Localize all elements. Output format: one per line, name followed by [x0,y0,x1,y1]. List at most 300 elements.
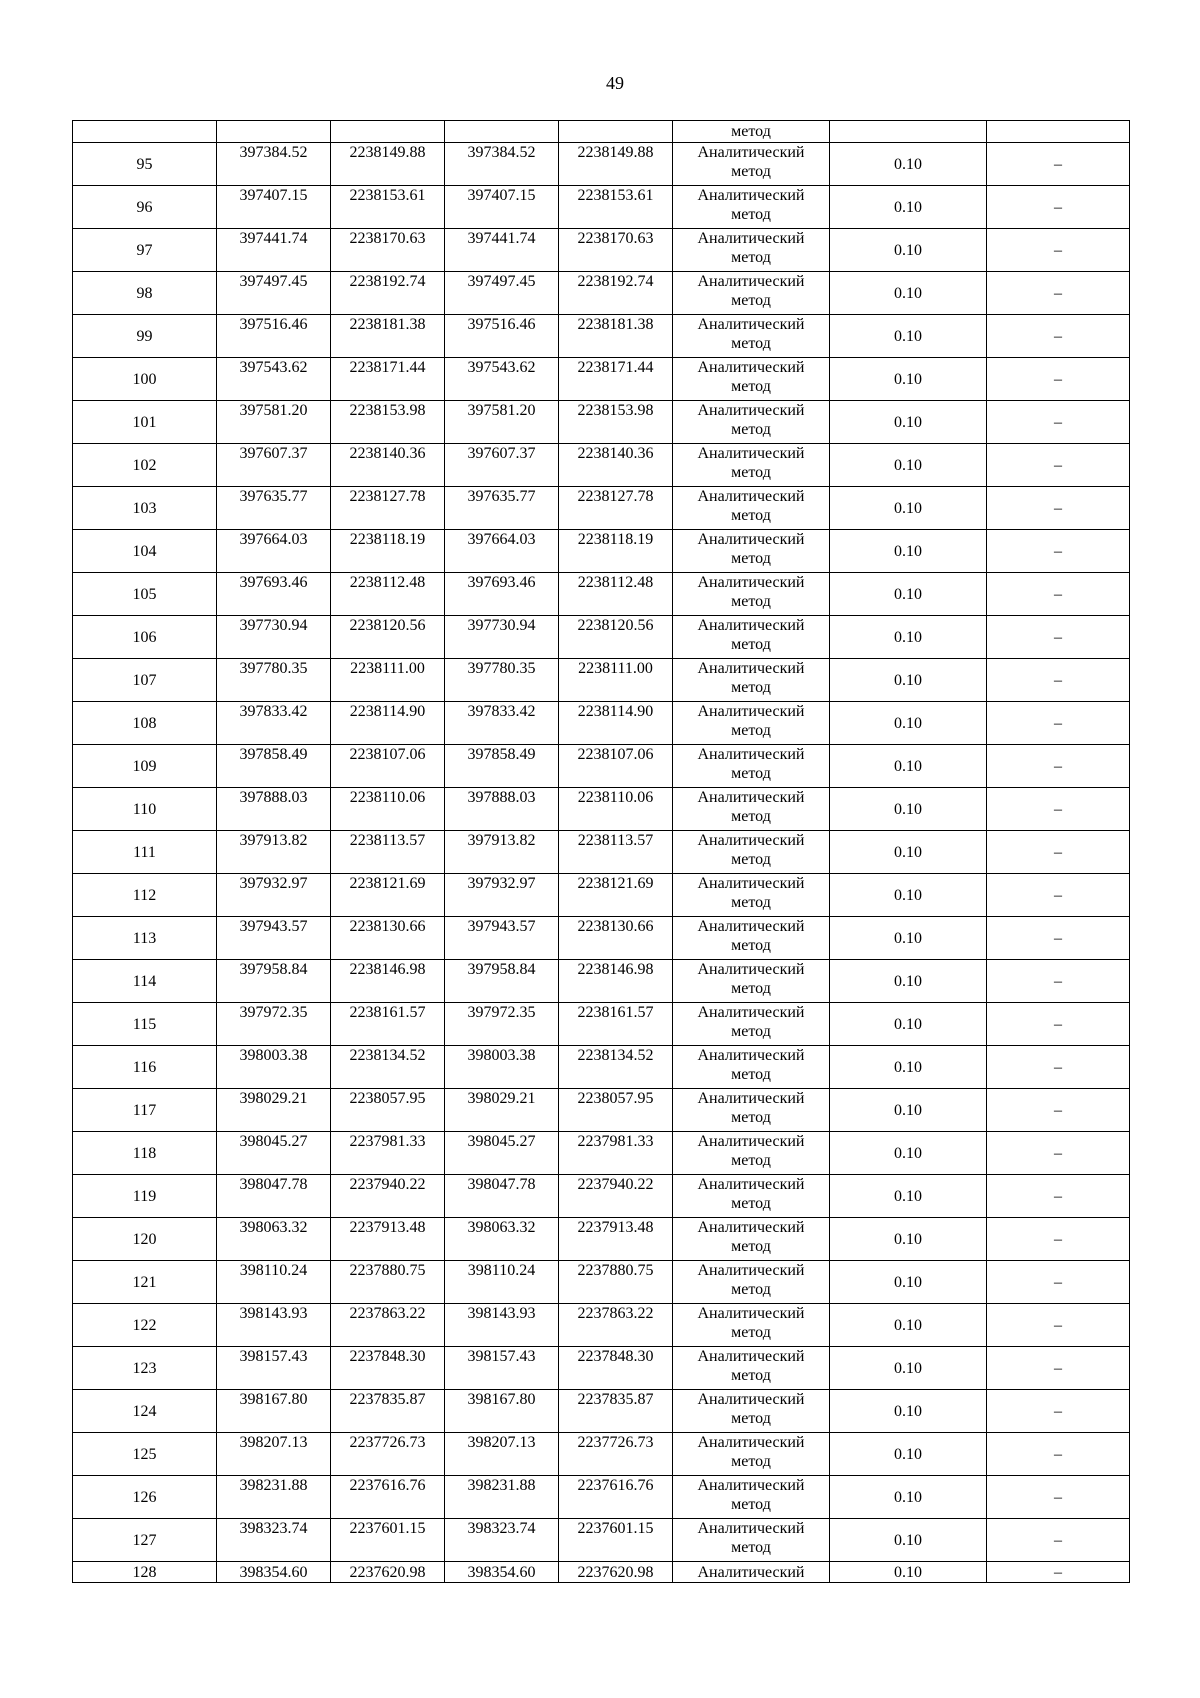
cell-point-number: 128 [73,1562,217,1583]
table-row [73,874,1130,917]
cell-x-coordinate: 397943.57 [445,917,559,960]
cell-x-coordinate: 398045.27 [445,1132,559,1175]
cell-method [673,1433,830,1476]
cell-y-coordinate: 2238171.44 [559,358,673,401]
method-text: Аналитический [697,144,805,161]
method-text: метод [731,808,771,825]
method-text: Аналитический [697,918,805,935]
cell-method [673,272,830,315]
cell-precision: 0.10 [830,143,987,186]
method-text: Аналитический [697,961,805,978]
cell-note: – [987,745,1130,788]
cell-note: – [987,1261,1130,1304]
table-row [73,1089,1130,1132]
cell-point-number: 106 [73,616,217,659]
table-row [73,1175,1130,1218]
table-row [73,1390,1130,1433]
cell-point-number: 110 [73,788,217,831]
cell-precision: 0.10 [830,1132,987,1175]
cell-point-number: 96 [73,186,217,229]
cell-precision: 0.10 [830,573,987,616]
cell-x-coordinate: 397635.77 [445,487,559,530]
cell-note: – [987,702,1130,745]
cell-point-number: 103 [73,487,217,530]
cell-x-coordinate: 398047.78 [217,1175,331,1218]
cell-precision: 0.10 [830,229,987,272]
cell-empty [830,121,987,143]
cell-method [673,1046,830,1089]
cell-x-coordinate: 398063.32 [445,1218,559,1261]
cell-note: – [987,229,1130,272]
cell-x-coordinate: 397497.45 [217,272,331,315]
method-text: Аналитический [697,445,805,462]
cell-y-coordinate: 2237848.30 [559,1347,673,1390]
cell-y-coordinate: 2238192.74 [331,272,445,315]
cell-precision: 0.10 [830,186,987,229]
cell-empty [73,121,217,143]
method-text: Аналитический [697,359,805,376]
cell-point-number: 115 [73,1003,217,1046]
cell-method [673,745,830,788]
cell-precision: 0.10 [830,1175,987,1218]
cell-note: – [987,960,1130,1003]
cell-method [673,874,830,917]
table-row [73,1519,1130,1562]
cell-note: – [987,143,1130,186]
cell-point-number: 104 [73,530,217,573]
cell-y-coordinate: 2238130.66 [331,917,445,960]
table-row [73,1218,1130,1261]
table-row [73,917,1130,960]
cell-y-coordinate: 2238127.78 [559,487,673,530]
cell-x-coordinate: 397516.46 [445,315,559,358]
cell-y-coordinate: 2237940.22 [331,1175,445,1218]
method-text: Аналитический [697,531,805,548]
method-text: Аналитический [697,1219,805,1236]
table-row [73,272,1130,315]
cell-x-coordinate: 398143.93 [217,1304,331,1347]
cell-point-number: 112 [73,874,217,917]
cell-y-coordinate: 2238118.19 [559,530,673,573]
cell-x-coordinate: 397664.03 [217,530,331,573]
page-number: 49 [606,73,624,93]
cell-method [673,1347,830,1390]
cell-method [673,659,830,702]
cell-empty [445,121,559,143]
cell-method [673,315,830,358]
cell-point-number: 126 [73,1476,217,1519]
method-text: метод [731,1023,771,1040]
method-text: метод [731,722,771,739]
cell-x-coordinate: 397780.35 [217,659,331,702]
method-text: Аналитический [697,1434,805,1451]
cell-method [673,1261,830,1304]
cell-precision: 0.10 [830,444,987,487]
method-text: Аналитический [697,832,805,849]
cell-note: – [987,1476,1130,1519]
cell-y-coordinate: 2237913.48 [331,1218,445,1261]
cell-x-coordinate: 397581.20 [445,401,559,444]
cell-note: – [987,1003,1130,1046]
method-text: Аналитический [697,1477,805,1494]
cell-note: – [987,1433,1130,1476]
cell-precision: 0.10 [830,272,987,315]
cell-x-coordinate: 397888.03 [217,788,331,831]
method-text: метод [731,206,771,223]
cell-x-coordinate: 398157.43 [217,1347,331,1390]
table-row [73,659,1130,702]
cell-x-coordinate: 398323.74 [217,1519,331,1562]
cell-x-coordinate: 397607.37 [217,444,331,487]
cell-note: – [987,487,1130,530]
method-text: метод [731,464,771,481]
cell-y-coordinate: 2238153.61 [559,186,673,229]
cell-x-coordinate: 398167.80 [445,1390,559,1433]
cell-precision: 0.10 [830,1347,987,1390]
cell-note: – [987,659,1130,702]
table-row [73,1261,1130,1304]
method-text: метод [731,679,771,696]
cell-y-coordinate: 2237880.75 [559,1261,673,1304]
cell-method [673,1003,830,1046]
cell-x-coordinate: 397581.20 [217,401,331,444]
cell-y-coordinate: 2238149.88 [331,143,445,186]
cell-method [673,702,830,745]
method-text: метод [731,1152,771,1169]
method-text: Аналитический [697,1391,805,1408]
table-row [73,1433,1130,1476]
cell-precision: 0.10 [830,315,987,358]
cell-precision: 0.10 [830,1046,987,1089]
cell-y-coordinate: 2238113.57 [559,831,673,874]
method-text: Аналитический [697,574,805,591]
method-text: метод [731,335,771,352]
method-text: Аналитический [697,1262,805,1279]
cell-x-coordinate: 398003.38 [445,1046,559,1089]
cell-method [673,1476,830,1519]
cell-x-coordinate: 397693.46 [445,573,559,616]
cell-precision: 0.10 [830,831,987,874]
method-text: метод [731,1496,771,1513]
cell-y-coordinate: 2238107.06 [331,745,445,788]
cell-point-number: 127 [73,1519,217,1562]
cell-y-coordinate: 2238192.74 [559,272,673,315]
cell-y-coordinate: 2237913.48 [559,1218,673,1261]
cell-precision: 0.10 [830,616,987,659]
cell-x-coordinate: 398003.38 [217,1046,331,1089]
table-row [73,1476,1130,1519]
cell-note: – [987,401,1130,444]
cell-y-coordinate: 2238161.57 [559,1003,673,1046]
cell-y-coordinate: 2238121.69 [331,874,445,917]
cell-x-coordinate: 397913.82 [445,831,559,874]
cell-note: – [987,530,1130,573]
cell-precision: 0.10 [830,659,987,702]
cell-empty [217,121,331,143]
cell-y-coordinate: 2237981.33 [331,1132,445,1175]
table-row [73,573,1130,616]
cell-y-coordinate: 2237726.73 [559,1433,673,1476]
cell-point-number: 98 [73,272,217,315]
method-text: Аналитический [697,746,805,763]
cell-x-coordinate: 398047.78 [445,1175,559,1218]
cell-x-coordinate: 398167.80 [217,1390,331,1433]
cell-point-number: 102 [73,444,217,487]
cell-y-coordinate: 2238121.69 [559,874,673,917]
cell-method [673,616,830,659]
cell-method [673,1390,830,1433]
method-text: метод [731,378,771,395]
cell-y-coordinate: 2237981.33 [559,1132,673,1175]
method-text: Аналитический [697,1176,805,1193]
cell-point-number: 116 [73,1046,217,1089]
cell-x-coordinate: 398207.13 [445,1433,559,1476]
cell-precision: 0.10 [830,1304,987,1347]
cell-x-coordinate: 397972.35 [217,1003,331,1046]
cell-y-coordinate: 2238171.44 [331,358,445,401]
cell-y-coordinate: 2237616.76 [331,1476,445,1519]
cell-y-coordinate: 2238120.56 [559,616,673,659]
method-text: метод [731,765,771,782]
cell-point-number: 101 [73,401,217,444]
cell-y-coordinate: 2238161.57 [331,1003,445,1046]
cell-note: – [987,616,1130,659]
cell-method: Аналитический [673,1562,830,1583]
cell-point-number: 113 [73,917,217,960]
method-text: метод [731,249,771,266]
cell-point-number: 123 [73,1347,217,1390]
method-text: метод [731,163,771,180]
cell-precision: 0.10 [830,1476,987,1519]
cell-method [673,1304,830,1347]
cell-y-coordinate: 2238140.36 [331,444,445,487]
table-row [73,1562,1130,1583]
cell-precision: 0.10 [830,917,987,960]
cell-x-coordinate: 398207.13 [217,1433,331,1476]
table-row [73,960,1130,1003]
method-text: Аналитический [697,488,805,505]
table-row [73,186,1130,229]
cell-y-coordinate: 2237863.22 [559,1304,673,1347]
cell-x-coordinate: 397958.84 [217,960,331,1003]
cell-method [673,401,830,444]
cell-note: – [987,831,1130,874]
cell-point-number: 122 [73,1304,217,1347]
cell-x-coordinate: 397858.49 [217,745,331,788]
table-row [73,1046,1130,1089]
method-text: метод [731,636,771,653]
cell-x-coordinate: 398045.27 [217,1132,331,1175]
table-row [73,1304,1130,1347]
table-row [73,1003,1130,1046]
method-text: Аналитический [697,1305,805,1322]
cell-empty [987,121,1130,143]
cell-note: – [987,444,1130,487]
cell-point-number: 97 [73,229,217,272]
cell-note: – [987,272,1130,315]
cell-y-coordinate: 2237620.98 [331,1562,445,1583]
cell-x-coordinate: 397497.45 [445,272,559,315]
cell-point-number: 121 [73,1261,217,1304]
cell-method [673,530,830,573]
method-text: метод [731,1324,771,1341]
table-row [73,487,1130,530]
table-row [73,530,1130,573]
cell-y-coordinate: 2238057.95 [331,1089,445,1132]
cell-x-coordinate: 398354.60 [445,1562,559,1583]
cell-method [673,229,830,272]
cell-x-coordinate: 397932.97 [217,874,331,917]
cell-x-coordinate: 397516.46 [217,315,331,358]
cell-x-coordinate: 398231.88 [445,1476,559,1519]
method-text: Аналитический [697,660,805,677]
cell-point-number: 107 [73,659,217,702]
cell-x-coordinate: 397607.37 [445,444,559,487]
table-row [73,745,1130,788]
method-text: метод [731,980,771,997]
method-text: метод [731,1539,771,1556]
cell-y-coordinate: 2237835.87 [559,1390,673,1433]
cell-x-coordinate: 398029.21 [217,1089,331,1132]
table-row [73,315,1130,358]
cell-y-coordinate: 2237601.15 [559,1519,673,1562]
table-row [73,616,1130,659]
cell-y-coordinate: 2238114.90 [331,702,445,745]
cell-y-coordinate: 2238170.63 [559,229,673,272]
cell-precision: 0.10 [830,874,987,917]
table-row [73,358,1130,401]
cell-point-number: 125 [73,1433,217,1476]
cell-y-coordinate: 2238146.98 [559,960,673,1003]
table-row [73,1132,1130,1175]
cell-x-coordinate: 397858.49 [445,745,559,788]
cell-point-number: 118 [73,1132,217,1175]
cell-note: – [987,1046,1130,1089]
cell-y-coordinate: 2237880.75 [331,1261,445,1304]
method-text: метод [731,1453,771,1470]
cell-x-coordinate: 397407.15 [217,186,331,229]
cell-x-coordinate: 397384.52 [445,143,559,186]
method-text: метод [731,894,771,911]
cell-y-coordinate: 2238181.38 [331,315,445,358]
cell-x-coordinate: 397730.94 [217,616,331,659]
cell-point-number: 109 [73,745,217,788]
method-text: Аналитический [697,875,805,892]
cell-precision: 0.10 [830,1218,987,1261]
cell-method [673,788,830,831]
cell-method-continuation: метод [673,121,830,143]
method-text: метод [731,1367,771,1384]
cell-x-coordinate: 398063.32 [217,1218,331,1261]
method-text: метод [731,593,771,610]
cell-precision: 0.10 [830,1003,987,1046]
cell-point-number: 120 [73,1218,217,1261]
table-row [73,1347,1130,1390]
cell-note: – [987,186,1130,229]
cell-point-number: 99 [73,315,217,358]
cell-y-coordinate: 2238127.78 [331,487,445,530]
cell-point-number: 119 [73,1175,217,1218]
cell-y-coordinate: 2237940.22 [559,1175,673,1218]
cell-precision: 0.10 [830,530,987,573]
cell-point-number: 95 [73,143,217,186]
cell-note: – [987,874,1130,917]
cell-precision: 0.10 [830,1433,987,1476]
cell-y-coordinate: 2238170.63 [331,229,445,272]
cell-point-number: 117 [73,1089,217,1132]
method-text: Аналитический [697,617,805,634]
method-text: метод [731,1109,771,1126]
method-text: метод [731,1238,771,1255]
cell-note: – [987,1175,1130,1218]
cell-point-number: 111 [73,831,217,874]
cell-precision: 0.10 [830,1390,987,1433]
method-text: метод [731,507,771,524]
cell-note: – [987,1132,1130,1175]
table-row [73,143,1130,186]
cell-method [673,1089,830,1132]
cell-y-coordinate: 2238149.88 [559,143,673,186]
table-row-continuation [73,121,1130,143]
cell-x-coordinate: 397407.15 [445,186,559,229]
cell-point-number: 108 [73,702,217,745]
cell-method [673,917,830,960]
cell-x-coordinate: 397441.74 [445,229,559,272]
method-text: Аналитический [697,1520,805,1537]
cell-method [673,1218,830,1261]
cell-method [673,1175,830,1218]
cell-x-coordinate: 397913.82 [217,831,331,874]
cell-x-coordinate: 397888.03 [445,788,559,831]
cell-y-coordinate: 2238107.06 [559,745,673,788]
cell-method [673,1519,830,1562]
cell-y-coordinate: 2238140.36 [559,444,673,487]
cell-y-coordinate: 2237620.98 [559,1562,673,1583]
cell-x-coordinate: 398323.74 [445,1519,559,1562]
cell-point-number: 114 [73,960,217,1003]
table-body [73,121,1130,1583]
cell-point-number: 100 [73,358,217,401]
cell-precision: 0.10 [830,1562,987,1583]
cell-precision: 0.10 [830,401,987,444]
cell-method [673,831,830,874]
cell-y-coordinate: 2238153.98 [331,401,445,444]
method-text: Аналитический [697,230,805,247]
cell-x-coordinate: 397833.42 [445,702,559,745]
cell-x-coordinate: 397730.94 [445,616,559,659]
cell-method [673,960,830,1003]
cell-y-coordinate: 2238153.98 [559,401,673,444]
cell-note: – [987,315,1130,358]
method-text: метод [731,1281,771,1298]
cell-x-coordinate: 397635.77 [217,487,331,530]
cell-precision: 0.10 [830,960,987,1003]
table-row [73,702,1130,745]
cell-note: – [987,788,1130,831]
cell-x-coordinate: 397441.74 [217,229,331,272]
method-text: Аналитический [697,1004,805,1021]
cell-x-coordinate: 398157.43 [445,1347,559,1390]
cell-method [673,487,830,530]
method-text: Аналитический [697,273,805,290]
cell-x-coordinate: 398029.21 [445,1089,559,1132]
method-text: метод [731,421,771,438]
method-text: метод [731,292,771,309]
cell-method [673,573,830,616]
cell-y-coordinate: 2238146.98 [331,960,445,1003]
table-row [73,401,1130,444]
cell-y-coordinate: 2238113.57 [331,831,445,874]
